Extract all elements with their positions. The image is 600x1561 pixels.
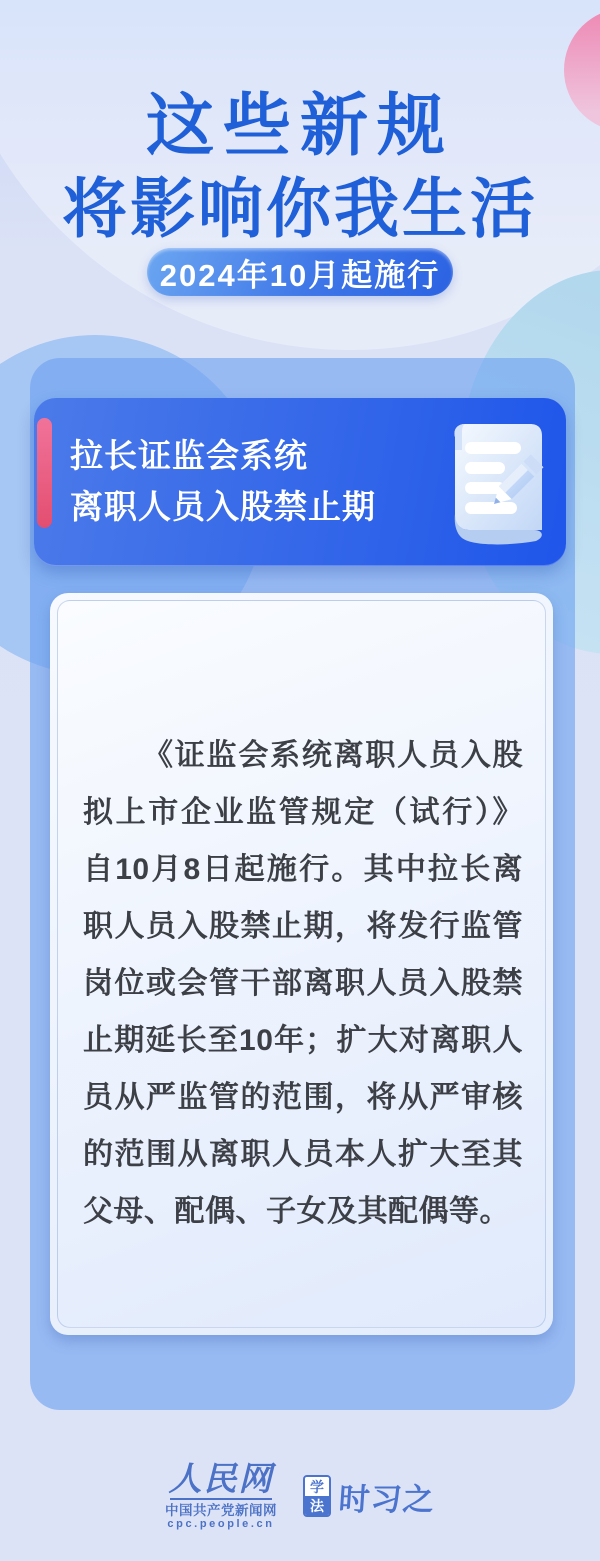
xuefa-badge bbox=[303, 1475, 331, 1517]
topic-heading-line1: 拉长证监会系统 bbox=[70, 437, 308, 474]
page-title-line2: 将影响你我生活 bbox=[61, 172, 538, 245]
page-title-line1: 这些新规 bbox=[145, 88, 454, 164]
people-daily-logo-domain: cpc.people.cn bbox=[167, 1518, 275, 1531]
people-daily-logo bbox=[165, 1458, 277, 1531]
xuefa-logo-text: 时习之 bbox=[337, 1481, 437, 1517]
body-text: 《证监会系统离职人员入股拟上市企业监管规定（试行）》自10月8日起施行。其中拉长离职人员入股禁止期，将发行监管岗位或会管干部离职人员入股禁止期延长至10年；扩大对离职人员从严监管的范围，将从严审核的范围从离职人员本人扩大至其父母、配偶、子女及其配偶等。 bbox=[83, 739, 523, 1228]
people-daily-logo-name: 人民网 bbox=[168, 1458, 274, 1498]
effective-date-badge: 2024年10月起施行 bbox=[147, 248, 453, 296]
body-card bbox=[50, 593, 553, 1335]
xuefa-badge-bottom: 法 bbox=[305, 1496, 329, 1515]
people-daily-logo-rule bbox=[170, 1498, 272, 1500]
accent-bar bbox=[37, 418, 52, 528]
xuefa-shixizhi-logo bbox=[303, 1474, 435, 1519]
people-daily-logo-subtitle: 中国共产党新闻网 bbox=[165, 1502, 277, 1518]
body-card-inner bbox=[57, 600, 546, 1328]
topic-header-card bbox=[34, 398, 566, 566]
document-pencil-icon bbox=[448, 420, 550, 548]
topic-panel bbox=[30, 358, 575, 1410]
footer bbox=[0, 1456, 600, 1536]
topic-heading bbox=[70, 430, 376, 532]
topic-heading-line2: 离职人员入股禁止期 bbox=[70, 488, 376, 525]
xuefa-badge-top: 学 bbox=[305, 1477, 329, 1496]
